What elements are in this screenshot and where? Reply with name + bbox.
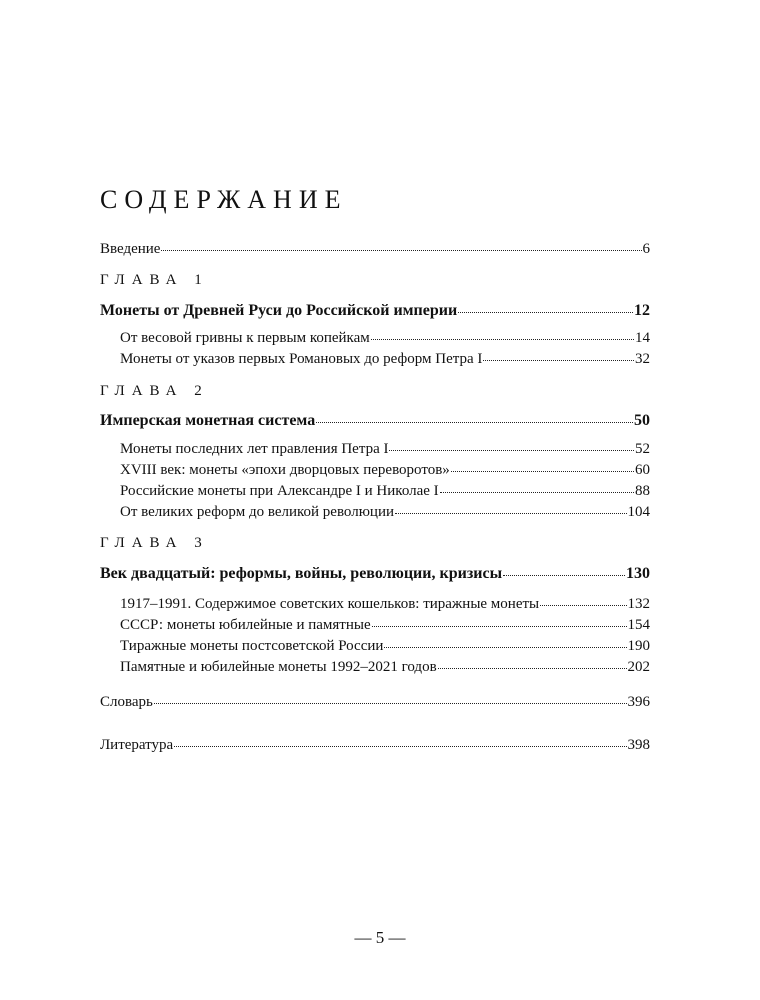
chapter-heading-1: ГЛАВА 1 — [100, 272, 209, 288]
toc-entry-label: Монеты последних лет правления Петра I — [120, 441, 389, 457]
toc-entry-label: Монеты от Древней Руси до Российской империи — [100, 302, 458, 319]
toc-leader-dots — [503, 575, 625, 576]
toc-entry — [120, 637, 650, 655]
toc-entry-page: 190 — [627, 638, 650, 654]
toc-entry — [120, 440, 650, 458]
toc-entry-label: Российские монеты при Александре I и Николае I — [120, 483, 439, 499]
chapter-heading-3: ГЛАВА 3 — [100, 535, 209, 551]
toc-entry-page: 398 — [627, 737, 650, 753]
toc-entry-label: Тиражные монеты постсоветской России — [120, 638, 384, 654]
toc-entry-page: 50 — [634, 412, 650, 429]
toc-entry-page: 104 — [627, 504, 650, 520]
chapter-heading-2: ГЛАВА 2 — [100, 383, 209, 399]
toc-leader-dots — [458, 312, 633, 313]
toc-entry-page: 154 — [627, 617, 650, 633]
page-number: — 5 — — [354, 928, 406, 947]
toc-entry-label: От весовой гривны к первым копейкам — [120, 330, 370, 346]
table-of-contents — [100, 0, 650, 1000]
toc-entry-label: Памятные и юбилейные монеты 1992–2021 годов — [120, 659, 437, 675]
toc-entry — [120, 658, 650, 676]
toc-entry-page: 132 — [627, 596, 650, 612]
toc-entry-label: Литература — [100, 737, 174, 753]
toc-leader-dots — [154, 703, 627, 704]
toc-leader-dots — [384, 647, 626, 648]
toc-entry-page: 202 — [627, 659, 650, 675]
toc-entry-label: XVIII век: монеты «эпохи дворцовых переворотов» — [120, 462, 450, 478]
toc-entry-label: От великих реформ до великой революции — [120, 504, 395, 520]
toc-entry-glossary — [100, 693, 650, 711]
toc-entry — [120, 329, 650, 347]
toc-entry-label: 1917–1991. Содержимое советских кошельков: тиражные монеты — [120, 596, 540, 612]
toc-entry-page: 60 — [635, 462, 650, 478]
toc-leader-dots — [395, 513, 626, 514]
toc-chapter-3-title — [100, 565, 650, 583]
toc-entry-intro — [100, 240, 650, 258]
toc-leader-dots — [440, 492, 634, 493]
toc-entry-literature — [100, 736, 650, 754]
toc-entry-page: 130 — [626, 565, 650, 582]
toc-chapter-2-title — [100, 412, 650, 430]
toc-entry — [120, 482, 650, 500]
toc-leader-dots — [174, 746, 626, 747]
toc-leader-dots — [451, 471, 634, 472]
toc-leader-dots — [371, 339, 634, 340]
toc-entry-page: 14 — [635, 330, 650, 346]
toc-leader-dots — [438, 668, 627, 669]
toc-entry-label: Имперская монетная система — [100, 412, 316, 429]
page-title: СОДЕРЖАНИЕ — [100, 185, 348, 214]
toc-leader-dots — [161, 250, 641, 251]
toc-leader-dots — [483, 360, 634, 361]
toc-entry-page: 6 — [642, 241, 650, 257]
toc-leader-dots — [316, 422, 633, 423]
toc-entry-page: 88 — [635, 483, 650, 499]
toc-entry-page: 396 — [627, 694, 650, 710]
toc-entry — [120, 350, 650, 368]
toc-entry — [120, 503, 650, 521]
toc-entry-page: 52 — [635, 441, 650, 457]
toc-entry — [120, 595, 650, 613]
toc-entry-label: СССР: монеты юбилейные и памятные — [120, 617, 371, 633]
toc-chapter-1-title — [100, 302, 650, 320]
toc-entry-label: Введение — [100, 241, 161, 257]
toc-leader-dots — [372, 626, 627, 627]
toc-leader-dots — [540, 605, 626, 606]
toc-leader-dots — [389, 450, 634, 451]
toc-entry-page: 32 — [635, 351, 650, 367]
toc-entry-label: Монеты от указов первых Романовых до реформ Петра I — [120, 351, 483, 367]
toc-entry — [120, 616, 650, 634]
toc-entry-page: 12 — [634, 302, 650, 319]
toc-entry — [120, 461, 650, 479]
toc-entry-label: Век двадцатый: реформы, войны, революции, кризисы — [100, 565, 503, 582]
toc-entry-label: Словарь — [100, 694, 153, 710]
